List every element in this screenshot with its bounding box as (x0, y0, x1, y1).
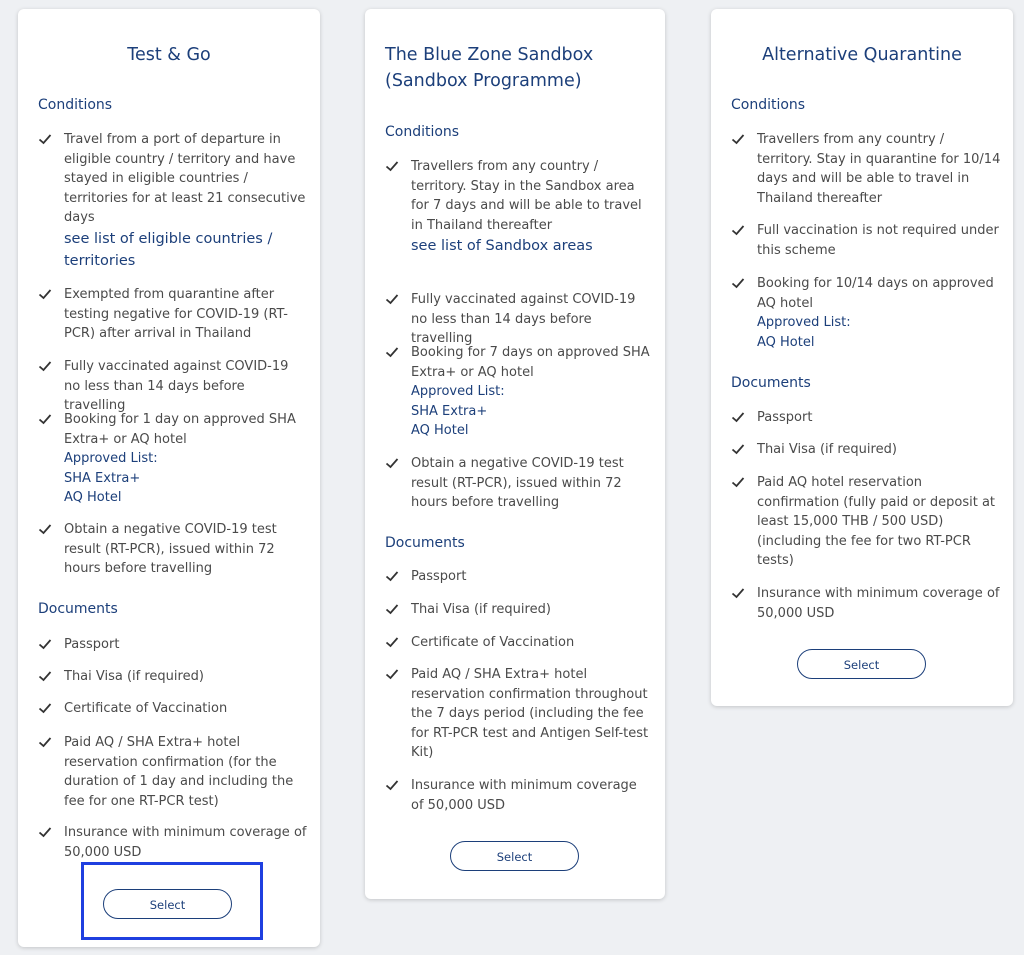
condition-item: Obtain a negative COVID-19 test result (RT-PCR), issued within 72 hours before travelling (385, 454, 653, 513)
document-item: Insurance with minimum coverage of 50,000 USD (731, 584, 1001, 623)
checkmark-icon (38, 522, 52, 536)
conditions-heading: Conditions (731, 97, 806, 113)
conditions-heading: Conditions (385, 124, 460, 140)
condition-item: Booking for 1 day on approved SHA Extra+ or AQ hotel Approved List: SHA Extra+ AQ Hotel (38, 410, 308, 508)
card-blue-zone-sandbox (365, 9, 665, 899)
checkmark-icon (385, 635, 399, 649)
condition-item: Travellers from any country / territory. Stay in the Sandbox area for 7 days and will be able to travel in Thailand thereafter see list of Sandbox areas (385, 157, 653, 257)
document-item: Passport (38, 635, 308, 655)
checkmark-icon (38, 637, 52, 651)
condition-item: Exempted from quarantine after testing negative for COVID-19 (RT-PCR) after arrival in Thailand (38, 285, 308, 344)
select-button[interactable]: Select (103, 889, 232, 919)
card-title: The Blue Zone Sandbox (Sandbox Programme) (385, 45, 594, 91)
checkmark-icon (38, 132, 52, 146)
checkmark-icon (38, 701, 52, 715)
checkmark-icon (38, 669, 52, 683)
checkmark-icon (38, 825, 52, 839)
aq-hotel-link[interactable]: AQ Hotel (411, 423, 469, 439)
document-item: Thai Visa (if required) (385, 600, 653, 620)
document-item: Insurance with minimum coverage of 50,000 USD (385, 776, 653, 815)
checkmark-icon (385, 456, 399, 470)
checkmark-icon (385, 778, 399, 792)
checkmark-icon (38, 735, 52, 749)
checkmark-icon (385, 292, 399, 306)
document-item: Thai Visa (if required) (731, 440, 1001, 460)
approved-list-label: Approved List: (411, 384, 505, 400)
condition-item: Travel from a port of departure in eligible country / territory and have stayed in eligible countries / territories for at least 21 consecutive days see list of eligible countries / territories (38, 130, 308, 272)
checkmark-icon (38, 359, 52, 373)
checkmark-icon (731, 223, 745, 237)
sha-extra-link[interactable]: SHA Extra+ (411, 403, 488, 419)
approved-list-label: Approved List: (64, 451, 158, 467)
document-item: Paid AQ / SHA Extra+ hotel reservation confirmation (for the duration of 1 day and including the fee for one RT-PCR test) (38, 733, 308, 811)
eligible-countries-link[interactable]: see list of eligible countries / territories (64, 230, 273, 269)
condition-item: Fully vaccinated against COVID-19 no less than 14 days before travelling (38, 357, 308, 416)
documents-heading: Documents (38, 601, 118, 617)
document-item: Paid AQ hotel reservation confirmation (fully paid or deposit at least 15,000 THB / 500 USD) (including the fee for two RT-PCR tests) (731, 473, 1001, 571)
card-title: Alternative Quarantine (762, 45, 962, 65)
document-item: Thai Visa (if required) (38, 667, 308, 687)
conditions-heading: Conditions (38, 97, 113, 113)
checkmark-icon (385, 602, 399, 616)
sha-extra-link[interactable]: SHA Extra+ (64, 470, 141, 486)
document-item: Passport (731, 408, 1001, 428)
checkmark-icon (731, 586, 745, 600)
checkmark-icon (731, 442, 745, 456)
card-title: Test & Go (127, 45, 211, 65)
document-item: Passport (385, 567, 653, 587)
checkmark-icon (385, 345, 399, 359)
sandbox-areas-link[interactable]: see list of Sandbox areas (411, 238, 593, 255)
checkmark-icon (731, 132, 745, 146)
condition-item: Travellers from any country / territory. Stay in quarantine for 10/14 days and will be able to travel in Thailand thereafter (731, 130, 1001, 208)
condition-item: Obtain a negative COVID-19 test result (RT-PCR), issued within 72 hours before travelling (38, 520, 308, 579)
checkmark-icon (731, 475, 745, 489)
document-item: Paid AQ / SHA Extra+ hotel reservation confirmation throughout the 7 days period (including the fee for RT-PCR test and Antigen Self-test Kit) (385, 665, 653, 763)
checkmark-icon (38, 412, 52, 426)
document-item: Certificate of Vaccination (385, 633, 653, 653)
checkmark-icon (731, 410, 745, 424)
document-item: Insurance with minimum coverage of 50,000 USD (38, 823, 308, 862)
condition-item: Full vaccination is not required under this scheme (731, 221, 1001, 260)
select-button[interactable]: Select (797, 649, 926, 679)
condition-item: Booking for 7 days on approved SHA Extra+ or AQ hotel Approved List: SHA Extra+ AQ Hotel (385, 343, 653, 441)
aq-hotel-link[interactable]: AQ Hotel (64, 490, 122, 506)
approved-list-label: Approved List: (757, 315, 851, 331)
select-button[interactable]: Select (450, 841, 579, 871)
documents-heading: Documents (385, 535, 465, 551)
condition-item: Fully vaccinated against COVID-19 no less than 14 days before travelling (385, 290, 653, 349)
checkmark-icon (38, 287, 52, 301)
condition-item: Booking for 10/14 days on approved AQ hotel Approved List: AQ Hotel (731, 274, 1001, 352)
card-test-and-go (18, 9, 320, 947)
documents-heading: Documents (731, 375, 811, 391)
checkmark-icon (731, 276, 745, 290)
card-alternative-quarantine (711, 9, 1013, 706)
document-item: Certificate of Vaccination (38, 699, 308, 719)
checkmark-icon (385, 159, 399, 173)
checkmark-icon (385, 569, 399, 583)
aq-hotel-link[interactable]: AQ Hotel (757, 334, 815, 350)
checkmark-icon (385, 667, 399, 681)
